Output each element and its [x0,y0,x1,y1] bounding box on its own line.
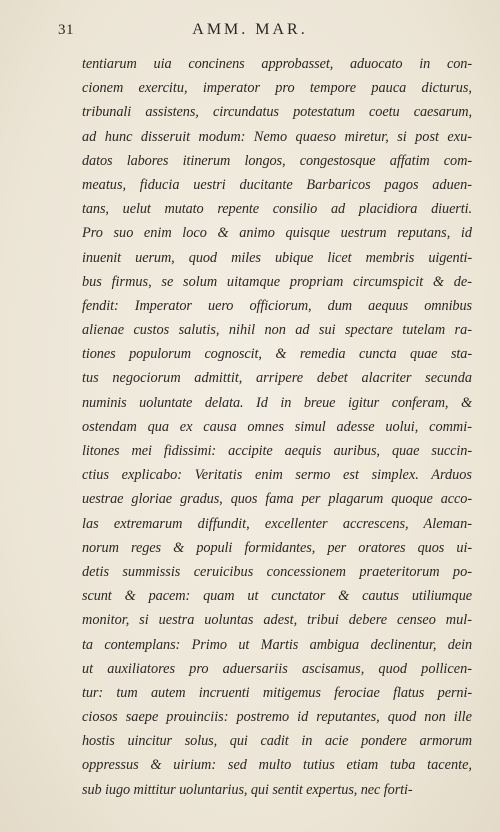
text-line: fendit: Imperator uero officiorum, dum aequus omnibus [82,297,472,314]
running-title: AMM. MAR. [192,21,308,38]
body-text [82,52,472,802]
text-line: tur: tum autem incruenti mitigemus ferociae flatus perni- [82,684,472,701]
text-line: alienae custos salutis, nihil non ad sui spectare tutelam ra- [82,322,472,339]
text-line: ta contemplans: Primo ut Martis ambigua declinentur, dein [82,636,472,653]
text-line: tus negociorum admittit, arripere debet alacriter secunda [82,370,472,387]
text-line: ostendam qua ex causa omnes simul adesse uolui, commi- [82,418,472,435]
text-line: ciosos saepe prouinciis: postremo id reputantes, quod non ille [82,709,472,726]
text-line: norum reges & populi formidantes, per oratores quos ui- [82,539,472,556]
text-line: inuenit uerum, quod miles ubique licet membris uigenti- [82,249,472,266]
text-line: detis summissis ceruicibus concessionem praeteritorum po- [82,563,472,580]
text-line: tiones populorum cognoscit, & remedia cuncta quae sta- [82,346,472,363]
text-line: hostis uincitur solus, qui cadit in acie pondere armorum [82,733,472,750]
text-line: bus firmus, se solum uitamque propriam circumspicit & de- [82,273,472,290]
text-line: ctius explicabo: Veritatis enim sermo est simplex. Arduos [82,467,472,484]
text-line: numinis uoluntate delata. Id in breue igitur conferam, & [82,394,472,411]
text-line: monitor, si uestra uoluntas adest, tribui debere censeo mul- [82,612,472,629]
text-line: las extremarum diffundit, excellenter accrescens, Aleman- [82,515,472,532]
text-line: Pro suo enim loco & animo quisque uestrum reputans, id [82,225,472,242]
text-line: meatus, fiducia uestri ducitante Barbaricos pagos aduen- [82,176,472,193]
text-line: uestrae gloriae gradus, quos fama per plagarum quoque acco- [82,491,472,508]
text-line: oppressus & uirium: sed multo tutius etiam tuba tacente, [82,757,472,774]
text-line: scunt & pacem: quam ut cunctator & cautus utiliumque [82,588,472,605]
text-line: ut auxiliatores pro aduersariis ascisamus, quod pollicen- [82,660,472,677]
text-line: tribunali assistens, circundatus potestatum coetu caesarum, [82,104,472,121]
text-line: tans, uelut mutato repente consilio ad placidiora diuerti. [82,201,472,218]
page-number: 31 [58,22,74,38]
text-line: tentiarum uia concinens approbasset, aduocato in con- [82,56,472,72]
text-line: datos labores itinerum longos, congestosque affatim com- [82,152,472,169]
text-line: ad hunc disseruit modum: Nemo quaeso miretur, si post exu- [82,128,472,145]
text-line: sub iugo mittitur uoluntarius, qui sentit expertus, nec forti- [82,781,413,798]
text-line: litones mei fidissimi: accipite aequis auribus, quae succin- [82,443,472,459]
text-line: cionem exercitu, imperator pro tempore pauca dicturus, [82,80,472,97]
